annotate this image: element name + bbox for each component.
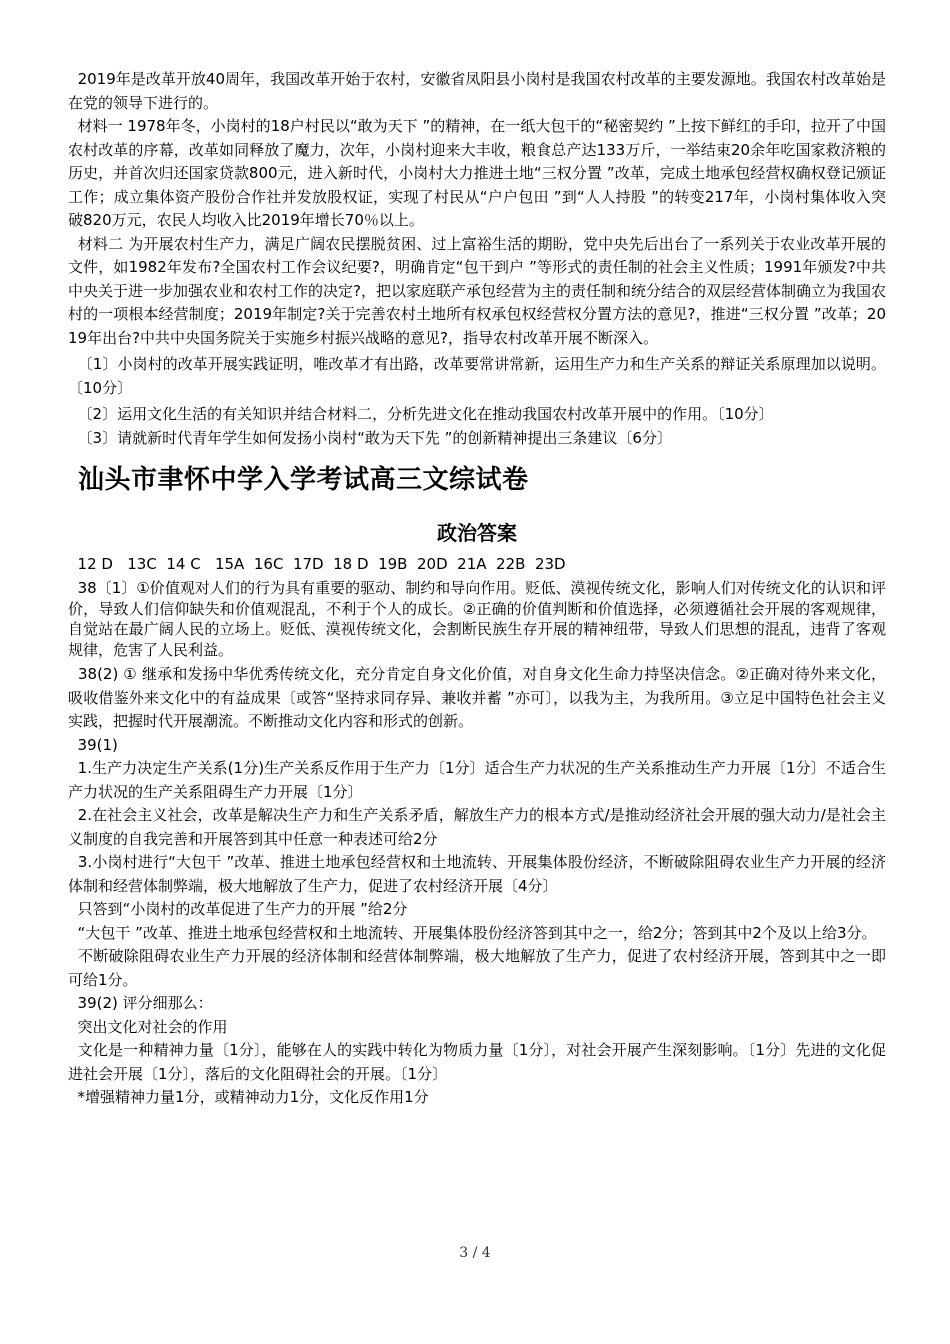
answer-39-1-point-1: 1.生产力决定生产关系(1分)生产关系反作用于生产力〔1分〕适合生产力状况的生产关系推动生产力开展〔1分〕不适合生产力状况的生产关系阻碍生产力开展〔1分〕	[68, 759, 886, 801]
answer-39-2-label: 39(2) 评分细那么：	[68, 994, 213, 1012]
answer-39-1-note-3: 不断破除阻碍农业生产力开展的经济体制和经营体制弊端，极大地解放了生产力，促进了农村经济开展，答到其中之一即可给1分。	[68, 947, 886, 989]
material-one-paragraph: 材料一 1978年冬，小岗村的18户村民以“敢为天下 ”的精神，在一纸大包干的“秘密契约 ”上按下鲜红的手印，拉开了中国农村改革的序幕，改革如同释放了魔力，次年，小岗村迎来大丰收，粮食总产达133万斤，一举结束20余年吃国家救济粮的历史，并首次归还国家贷款800元，进入新时代，小岗村大力推进土地“三权分置 ”改革，完成土地承包经营权确权登记颁证工作；成立集体资产股份合作社并发放股权证，实现了村民从“户户包田 ”到“人人持股 ”的转变217年，小岗村集体收入突破820万元，农民人均收入比2019年增长70％以上。	[68, 117, 887, 229]
answer-38-2: 38(2) ① 继承和发扬中华优秀传统文化，充分肯定自身文化价值，对自身文化生命力持坚决信念。②正确对待外来文化，吸收借鉴外来文化中的有益成果〔或答“坚持求同存异、兼收并蓄 ”亦可〕，以我为主，为我所用。③立足中国特色社会主义实践，把握时代开展潮流。不断推动文化内容和形式的创新。	[68, 665, 886, 730]
question-3: 〔3〕请就新时代青年学生如何发扬小岗村“敢为天下先 ”的创新精神提出三条建议〔6分〕	[68, 428, 672, 447]
page-number: 3 / 4	[459, 1245, 491, 1261]
answer-39-2-point-1: 突出文化对社会的作用	[68, 1017, 228, 1036]
choice-answers: 12 D 13C 14 C 15A 16C 17D 18 D 19B 20D 21A 22B 23D	[68, 555, 566, 573]
intro-paragraph: 2019年是改革开放40周年，我国改革开始于农村，安徽省凤阳县小岗村是我国农村改革的主要发源地。我国农村改革始是在党的领导下进行的。	[68, 70, 886, 112]
answer-39-1-point-3: 3.小岗村进行“大包干 ”改革、推进土地承包经营权和土地流转、开展集体股份经济，不断破除阻碍农业生产力开展的经济体制和经营体制弊端，极大地解放了生产力，促进了农村经济开展〔4分〕	[68, 853, 886, 895]
answer-39-1-note-1: 只答到“小岗村的改革促进了生产力的开展 ”给2分	[68, 900, 408, 918]
exam-title: 汕头市聿怀中学入学考试高三文综试卷	[78, 465, 529, 495]
question-2: 〔2〕运用文化生活的有关知识并结合材料二，分析先进文化在推动我国农村改革开展中的作用。〔10分〕	[68, 405, 774, 423]
answer-39-1-note-2: “大包干 ”改革、推进土地承包经营权和土地流转、开展集体股份经济答到其中之一，给2分；答到其中2个及以上给3分。	[68, 923, 877, 942]
answer-39-1-point-2: 2.在社会主义社会，改革是解决生产力和生产关系矛盾，解放生产力的根本方式/是推动经济社会开展的强大动力/是社会主义制度的自我完善和开展答到其中任意一种表述可给2分	[68, 806, 886, 848]
answer-heading: 政治答案	[437, 521, 517, 545]
question-1: 〔1〕小岗村的改革开展实践证明，唯改革才有出路，改革要常讲常新，运用生产力和生产关系的辩证关系原理加以说明。〔10分〕	[68, 355, 886, 397]
answer-39-1-label: 39(1)	[68, 735, 118, 754]
document-page	[68, 68, 886, 1110]
material-two-paragraph: 材料二 为开展农村生产力，满足广阔农民摆脱贫困、过上富裕生活的期盼，党中央先后出台了一系列关于农业改革开展的文件，如1982年发布?全国农村工作会议纪要?，明确肯定“包干到户 ”等形式的责任制的社会主义性质；1991年颁发?中共中央关于进一步加强农业和农村工作的决定?，把以家庭联产承包经营为主的责任制和统分结合的双层经营体制确立为我国农村的一项根本经营制度；2019年制定?关于完善农村土地所有权承包权经营权分置方法的意见?，推进“三权分置 ”改革；2019年出台?中共中央国务院关于实施乡村振兴战略的意见?，指导农村改革开展不断深入。	[68, 234, 886, 347]
answer-38-1: 38〔1〕①价值观对人们的行为具有重要的驱动、制约和导向作用。贬低、漠视传统文化，影响人们对传统文化的认识和评价，导致人们信仰缺失和价值观混乱，不利于个人的成长。②正确的价值判断和价值选择，必须遵循社会开展的客观规律，自觉站在最广阔人民的立场上。贬低、漠视传统文化，会割断民族生存开展的精神纽带，导致人们思想的混乱，违背了客观规律，危害了人民利益。	[68, 579, 886, 659]
answer-39-2-point-3: *增强精神力量1分，或精神动力1分，文化反作用1分	[68, 1088, 429, 1106]
answer-39-2-point-2: 文化是一种精神力量〔1分〕，能够在人的实践中转化为物质力量〔1分〕，对社会开展产生深刻影响。〔1分〕先进的文化促进社会开展〔1分〕，落后的文化阻碍社会的开展。〔1分〕	[68, 1041, 886, 1083]
